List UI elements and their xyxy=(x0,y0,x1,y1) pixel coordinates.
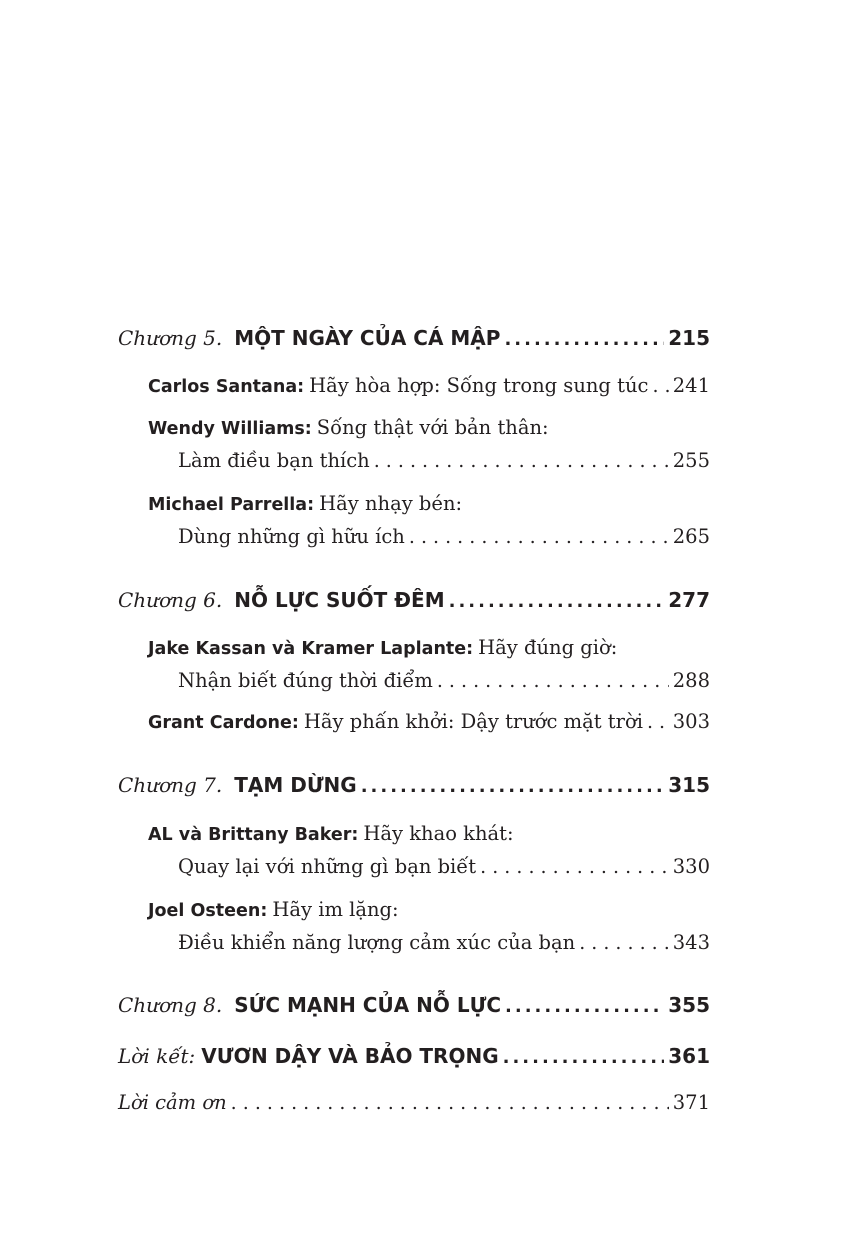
toc-section-subtitle xyxy=(178,850,710,884)
page-number: 361 xyxy=(668,1044,710,1068)
page-number: 215 xyxy=(668,326,710,350)
section-subtitle: Nhận biết đúng thời điểm xyxy=(178,669,433,692)
section-title: Sống thật với bản thân: xyxy=(316,416,549,439)
toc-section-subtitle xyxy=(178,664,710,698)
dot-leader xyxy=(374,444,669,478)
dot-leader xyxy=(647,705,669,739)
page-number: 241 xyxy=(672,374,710,397)
chapter-title: MỘT NGÀY CỦA CÁ MẬP xyxy=(234,326,501,350)
page-number: 371 xyxy=(672,1091,710,1114)
toc-section xyxy=(148,893,710,927)
toc-section-subtitle xyxy=(178,444,710,478)
chapter-title: VƯƠN DẬY VÀ BẢO TRỌNG xyxy=(201,1044,499,1068)
page-number: 303 xyxy=(672,710,710,733)
toc-section xyxy=(148,817,710,851)
toc-section xyxy=(148,411,710,445)
section-title: Hãy nhạy bén: xyxy=(319,492,463,515)
dot-leader xyxy=(505,990,664,1024)
section-author: Michael Parrella: xyxy=(148,495,315,515)
toc-section xyxy=(148,705,710,739)
dot-leader xyxy=(361,770,665,804)
dot-leader xyxy=(503,1041,665,1075)
section-title: Hãy hòa hợp: Sống trong sung túc xyxy=(309,374,649,397)
section-author: Grant Cardone: xyxy=(148,713,299,733)
chapter-title: SỨC MẠNH CỦA NỖ LỰC xyxy=(234,993,502,1017)
section-author: Carlos Santana: xyxy=(148,377,305,397)
dot-leader xyxy=(652,369,668,403)
section-subtitle: Điều khiển năng lượng cảm xúc của bạn xyxy=(178,931,576,954)
toc-section-subtitle xyxy=(178,926,710,960)
toc-section-subtitle xyxy=(178,520,710,554)
chapter-label: Chương 8. xyxy=(118,993,223,1017)
section-author: Joel Osteen: xyxy=(148,901,268,921)
toc-chapter-8 xyxy=(118,988,710,1022)
page-number: 277 xyxy=(668,588,710,612)
toc-section xyxy=(148,487,710,521)
chapter-label: Chương 5. xyxy=(118,326,223,350)
section-title: Hãy im lặng: xyxy=(272,898,399,921)
dot-leader xyxy=(480,850,669,884)
dot-leader xyxy=(504,323,664,357)
chapter-label: Chương 7. xyxy=(118,773,223,797)
section-subtitle: Quay lại với những gì bạn biết xyxy=(178,855,477,878)
toc-epilogue xyxy=(118,1039,710,1073)
section-title: Hãy phấn khởi: Dậy trước mặt trời xyxy=(303,710,643,733)
page-number: 288 xyxy=(672,669,710,692)
section-author: AL và Brittany Baker: xyxy=(148,825,359,845)
section-title: Hãy khao khát: xyxy=(363,822,514,845)
dot-leader xyxy=(231,1086,669,1120)
toc-chapter-5 xyxy=(118,321,710,355)
toc-section xyxy=(148,631,710,665)
toc-section xyxy=(148,369,710,403)
section-author: Jake Kassan và Kramer Laplante: xyxy=(148,639,474,659)
section-author: Wendy Williams: xyxy=(148,419,312,439)
section-title: Hãy đúng giờ: xyxy=(478,636,618,659)
toc-chapter-6 xyxy=(118,583,710,617)
chapter-label: Lời cảm ơn xyxy=(118,1091,227,1114)
chapter-title: TẠM DỪNG xyxy=(234,773,357,797)
page-number: 265 xyxy=(672,525,710,548)
dot-leader xyxy=(579,926,669,960)
section-subtitle: Làm điều bạn thích xyxy=(178,449,370,472)
page-number: 255 xyxy=(672,449,710,472)
section-subtitle: Dùng những gì hữu ích xyxy=(178,525,405,548)
toc-acknowledgements xyxy=(118,1086,710,1120)
toc-chapter-7 xyxy=(118,768,710,802)
page-number: 315 xyxy=(668,773,710,797)
chapter-label: Lời kết: xyxy=(118,1044,196,1068)
page-number: 343 xyxy=(672,931,710,954)
page-number: 355 xyxy=(668,993,710,1017)
chapter-label: Chương 6. xyxy=(118,588,223,612)
chapter-title: NỖ LỰC SUỐT ĐÊM xyxy=(234,588,445,612)
dot-leader xyxy=(409,520,669,554)
dot-leader xyxy=(449,585,665,619)
dot-leader xyxy=(437,664,669,698)
page-number: 330 xyxy=(672,855,710,878)
